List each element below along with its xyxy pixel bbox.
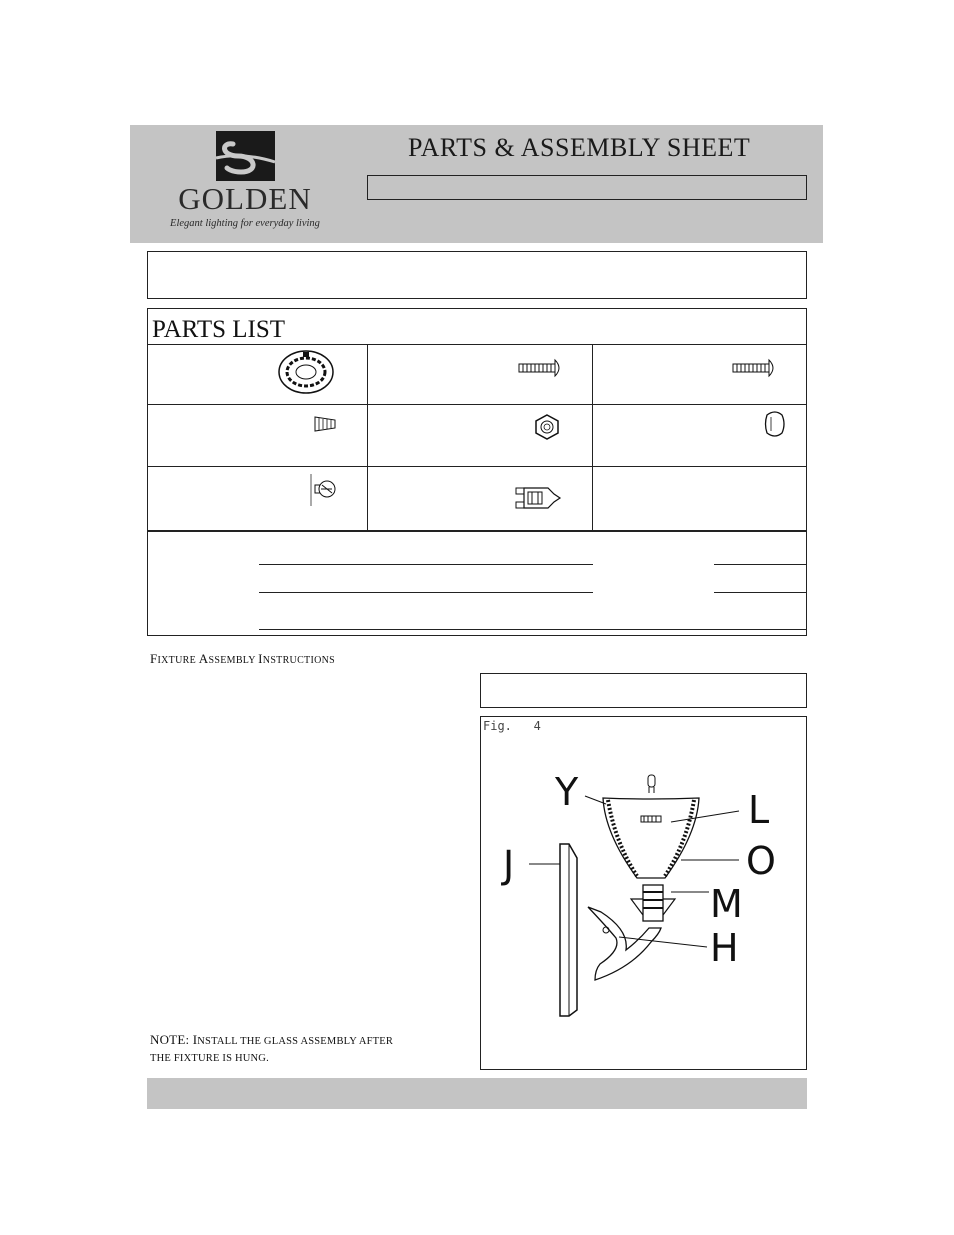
machine-screw-icon <box>517 358 565 378</box>
title-initial-i: I <box>258 651 263 666</box>
installation-note <box>150 1031 393 1067</box>
bulb <box>648 775 655 787</box>
brand-name: GOLDEN <box>178 181 312 216</box>
label-h: H <box>710 926 739 970</box>
label-m: M <box>710 882 743 926</box>
note-line-1-rest: NSTALL THE GLASS ASSEMBLY AFTER <box>197 1036 394 1047</box>
parts-list-table <box>147 308 807 636</box>
label-y: Y <box>555 770 579 814</box>
socket-assembly <box>643 885 663 921</box>
figure-caption: Fig. 4 <box>483 719 541 733</box>
model-number-field <box>367 175 807 200</box>
arm-hole <box>603 927 609 933</box>
note-lead: NOTE: I <box>150 1032 198 1047</box>
title-rest-assembly: SSEMBLY <box>208 655 259 666</box>
title-rest-instructions: NSTRUCTIONS <box>262 655 335 666</box>
parts-line <box>259 629 806 630</box>
parts-line <box>259 564 593 565</box>
assembly-instructions-title <box>150 651 335 667</box>
assembly-diagram <box>481 740 804 1030</box>
column-divider <box>367 344 368 531</box>
wire-nut-icon <box>313 415 339 433</box>
note-line-1 <box>150 1031 393 1050</box>
title-initial-f: F <box>150 651 158 666</box>
golden-logo <box>163 128 328 238</box>
parts-line <box>714 564 806 565</box>
footer-band <box>147 1078 807 1109</box>
socket-icon <box>512 484 562 514</box>
label-j: J <box>503 843 515 887</box>
figure-label-box <box>480 673 807 708</box>
note-line-2: THE FIXTURE IS HUNG. <box>150 1053 269 1064</box>
parts-list-title: PARTS LIST <box>152 316 286 343</box>
parts-line <box>714 592 806 593</box>
ground-screw-icon <box>308 474 338 506</box>
machine-screw-icon <box>731 358 779 378</box>
parts-line <box>259 592 593 593</box>
table-divider <box>148 530 806 532</box>
fixture-info-box <box>147 251 807 299</box>
glass-shade <box>603 798 699 878</box>
label-l: L <box>748 788 770 832</box>
title-rest-fixture: IXTURE <box>157 655 199 666</box>
crossbar-plate-icon <box>277 349 335 395</box>
cap-nut-icon <box>762 409 788 439</box>
label-o: O <box>746 839 776 883</box>
table-divider <box>148 466 806 467</box>
table-divider <box>148 404 806 405</box>
hex-nut-icon <box>533 413 561 441</box>
sheet-title: PARTS & ASSEMBLY SHEET <box>408 133 751 162</box>
column-divider <box>592 344 593 531</box>
title-initial-a: A <box>198 651 209 666</box>
table-divider <box>148 344 806 345</box>
brand-tagline: Elegant lighting for everyday living <box>170 218 320 229</box>
